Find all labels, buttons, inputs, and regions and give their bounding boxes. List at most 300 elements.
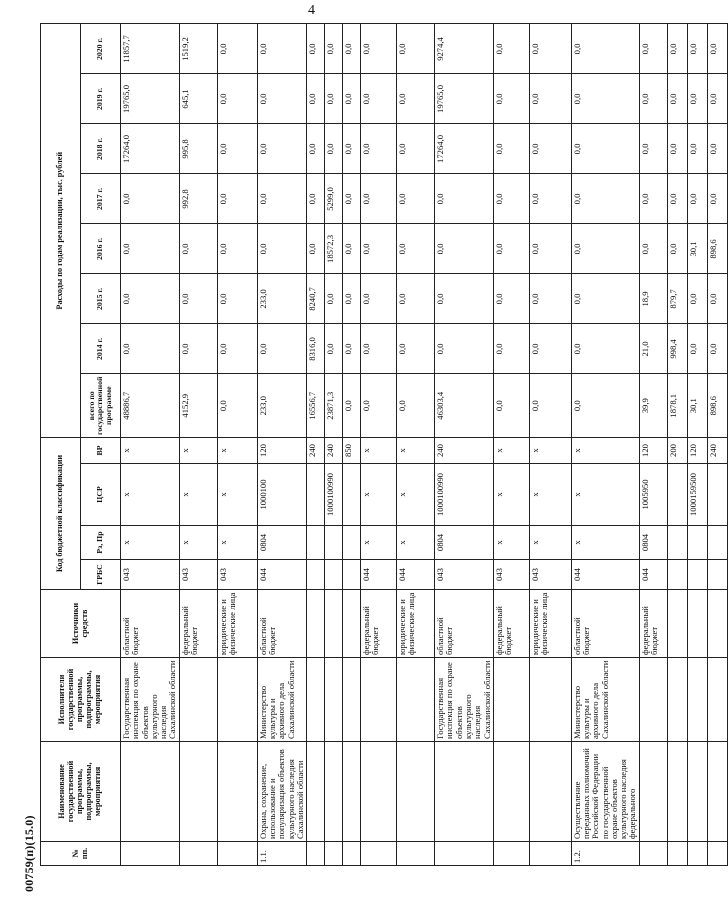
table-row (435, 24, 494, 866)
header-num: № пп. (41, 842, 121, 866)
year-value-cell: 0,0 (217, 74, 257, 124)
rzpr-cell: х (493, 526, 529, 560)
num-cell (707, 842, 727, 866)
year-value-cell: 0,0 (343, 24, 361, 74)
year-value-cell: 645,1 (179, 74, 217, 124)
year-value-cell: 0,0 (397, 174, 435, 224)
name-cell (493, 742, 529, 842)
source-cell (687, 590, 707, 658)
table-row (667, 24, 687, 866)
header-year: 2018 г. (81, 124, 121, 174)
source-cell (325, 590, 343, 658)
year-value-cell: 0,0 (325, 24, 343, 74)
year-value-cell: 0,0 (343, 74, 361, 124)
year-value-cell: 0,0 (687, 74, 707, 124)
year-value-cell: 0,0 (217, 24, 257, 74)
header-sources: Источники средств (41, 590, 121, 658)
header-executors: Исполнители государственной программы, подпрограммы, мероприятия (41, 658, 121, 742)
executor-cell: Государственная инспекция по охране объектов культурного наследия Сахалинской области (121, 658, 180, 742)
grbs-cell: 044 (639, 560, 667, 590)
year-value-cell: 0,0 (325, 74, 343, 124)
year-value-cell: 0,0 (325, 274, 343, 324)
year-value-cell: 0,0 (707, 274, 727, 324)
rzpr-cell (667, 526, 687, 560)
executor-cell (529, 658, 571, 742)
year-value-cell: 0,0 (639, 24, 667, 74)
year-value-cell: 1519,2 (179, 24, 217, 74)
vr-cell: х (493, 438, 529, 464)
year-value-cell: 0,0 (257, 24, 306, 74)
executor-cell (667, 658, 687, 742)
executor-cell (325, 658, 343, 742)
year-value-cell: 0,0 (307, 74, 325, 124)
num-cell (667, 842, 687, 866)
year-value-cell: 0,0 (257, 324, 306, 374)
total-value-cell: 23871,3 (325, 374, 343, 438)
table-row (325, 24, 343, 866)
year-value-cell: 0,0 (179, 324, 217, 374)
rzpr-cell: х (397, 526, 435, 560)
vr-cell: 120 (257, 438, 306, 464)
source-cell (667, 590, 687, 658)
rzpr-cell: 0804 (435, 526, 494, 560)
year-value-cell: 0,0 (529, 124, 571, 174)
year-value-cell: 0,0 (529, 24, 571, 74)
year-value-cell: 0,0 (361, 274, 397, 324)
year-value-cell: 0,0 (687, 324, 707, 374)
header-year: 2020 г. (81, 24, 121, 74)
year-value-cell: 30,1 (687, 224, 707, 274)
name-cell (179, 742, 217, 842)
grbs-cell: 044 (397, 560, 435, 590)
year-value-cell: 992,8 (179, 174, 217, 224)
header-total: всего по государственной программе (81, 374, 121, 438)
rzpr-cell (343, 526, 361, 560)
year-value-cell: 0,0 (307, 124, 325, 174)
header-year: 2014 г. (81, 324, 121, 374)
csr-cell: 1000100990 (325, 464, 343, 526)
executor-cell (707, 658, 727, 742)
vr-cell: 120 (687, 438, 707, 464)
year-value-cell: 995,8 (179, 124, 217, 174)
num-cell (687, 842, 707, 866)
executor-cell (361, 658, 397, 742)
year-value-cell: 0,0 (397, 124, 435, 174)
name-cell: Осуществление переданных полномочий Российской Федерации по государственной охране объектов культурного наследия федерального (571, 742, 639, 842)
year-value-cell: 0,0 (257, 124, 306, 174)
num-cell (121, 842, 180, 866)
csr-cell (707, 464, 727, 526)
footer-code: 00759(п)(15.0) (22, 815, 36, 892)
year-value-cell: 0,0 (639, 174, 667, 224)
header-name: Наименование государственной программы, подпрограммы, мероприятия (41, 742, 121, 842)
vr-cell: 240 (707, 438, 727, 464)
total-value-cell: 46303,4 (435, 374, 494, 438)
year-value-cell: 0,0 (435, 274, 494, 324)
grbs-cell (307, 560, 325, 590)
year-value-cell: 0,0 (571, 274, 639, 324)
year-value-cell: 0,0 (493, 174, 529, 224)
name-cell (397, 742, 435, 842)
year-value-cell: 0,0 (435, 174, 494, 224)
year-value-cell: 0,0 (325, 124, 343, 174)
year-value-cell: 11857,7 (121, 24, 180, 74)
total-value-cell: 1878,1 (667, 374, 687, 438)
year-value-cell: 0,0 (639, 74, 667, 124)
year-value-cell: 0,0 (493, 124, 529, 174)
num-cell (361, 842, 397, 866)
csr-cell: х (121, 464, 180, 526)
year-value-cell: 0,0 (435, 324, 494, 374)
year-value-cell: 233,0 (257, 274, 306, 324)
year-value-cell: 0,0 (361, 24, 397, 74)
header-expenses: Расходы по годам реализации, тыс. рублей (41, 24, 81, 438)
num-cell (493, 842, 529, 866)
name-cell: Охрана, сохранение, использование и популяризация объектов культурного наследия Сахалинской области (257, 742, 306, 842)
source-cell: областной бюджет (257, 590, 306, 658)
vr-cell: 200 (667, 438, 687, 464)
header-csr: ЦСР (81, 464, 121, 526)
year-value-cell: 0,0 (529, 274, 571, 324)
rzpr-cell: х (121, 526, 180, 560)
year-value-cell: 0,0 (571, 124, 639, 174)
year-value-cell: 0,0 (687, 124, 707, 174)
name-cell (707, 742, 727, 842)
year-value-cell: 5299,0 (325, 174, 343, 224)
year-value-cell: 0,0 (343, 124, 361, 174)
year-value-cell: 0,0 (687, 274, 707, 324)
year-value-cell: 0,0 (667, 74, 687, 124)
year-value-cell: 0,0 (217, 274, 257, 324)
vr-cell: х (397, 438, 435, 464)
name-cell (121, 742, 180, 842)
year-value-cell: 0,0 (493, 224, 529, 274)
grbs-cell (325, 560, 343, 590)
total-value-cell: 30,1 (687, 374, 707, 438)
total-value-cell: 0,0 (217, 374, 257, 438)
year-value-cell: 19765,0 (121, 74, 180, 124)
source-cell (343, 590, 361, 658)
rzpr-cell: х (571, 526, 639, 560)
total-value-cell: 16556,7 (307, 374, 325, 438)
year-value-cell: 0,0 (667, 124, 687, 174)
vr-cell: 240 (307, 438, 325, 464)
year-value-cell: 0,0 (361, 174, 397, 224)
year-value-cell: 0,0 (707, 324, 727, 374)
total-value-cell: 233,0 (257, 374, 306, 438)
csr-cell: х (397, 464, 435, 526)
year-value-cell: 0,0 (121, 224, 180, 274)
year-value-cell: 0,0 (571, 24, 639, 74)
name-cell (435, 742, 494, 842)
page-number: 4 (308, 3, 315, 18)
year-value-cell: 0,0 (257, 74, 306, 124)
year-value-cell: 0,0 (361, 74, 397, 124)
year-value-cell: 0,0 (707, 74, 727, 124)
rzpr-cell: 0804 (257, 526, 306, 560)
name-cell (639, 742, 667, 842)
num-cell (435, 842, 494, 866)
name-cell (343, 742, 361, 842)
year-value-cell: 0,0 (361, 324, 397, 374)
name-cell (325, 742, 343, 842)
table-row (397, 24, 435, 866)
year-value-cell: 21,0 (639, 324, 667, 374)
table-row (687, 24, 707, 866)
year-value-cell: 898,6 (707, 224, 727, 274)
year-value-cell: 0,0 (121, 274, 180, 324)
csr-cell: 1000159500 (687, 464, 707, 526)
csr-cell: х (493, 464, 529, 526)
year-value-cell: 0,0 (397, 224, 435, 274)
total-value-cell: 0,0 (493, 374, 529, 438)
year-value-cell: 0,0 (217, 324, 257, 374)
year-value-cell: 19765,0 (435, 74, 494, 124)
year-value-cell: 0,0 (121, 174, 180, 224)
vr-cell: х (571, 438, 639, 464)
grbs-cell: 044 (257, 560, 306, 590)
year-value-cell: 0,0 (361, 124, 397, 174)
num-cell (307, 842, 325, 866)
csr-cell (307, 464, 325, 526)
header-year: 2015 г. (81, 274, 121, 324)
source-cell: юридические и физические лица (529, 590, 571, 658)
grbs-cell: 043 (121, 560, 180, 590)
vr-cell: х (361, 438, 397, 464)
executor-cell (397, 658, 435, 742)
budget-table (40, 23, 728, 866)
year-value-cell: 0,0 (529, 74, 571, 124)
vr-cell: х (179, 438, 217, 464)
grbs-cell: 044 (361, 560, 397, 590)
num-cell (529, 842, 571, 866)
csr-cell: 1000100990 (435, 464, 494, 526)
table-row (493, 24, 529, 866)
year-value-cell: 0,0 (361, 224, 397, 274)
year-value-cell: 0,0 (707, 124, 727, 174)
year-value-cell: 0,0 (343, 174, 361, 224)
total-value-cell: 0,0 (343, 374, 361, 438)
source-cell (307, 590, 325, 658)
table-row (257, 24, 306, 866)
source-cell: областной бюджет (571, 590, 639, 658)
total-value-cell: 0,0 (529, 374, 571, 438)
header-grbs: ГРБС (81, 560, 121, 590)
year-value-cell: 998,4 (667, 324, 687, 374)
year-value-cell: 0,0 (257, 174, 306, 224)
grbs-cell: 043 (179, 560, 217, 590)
year-value-cell: 0,0 (307, 24, 325, 74)
grbs-cell (687, 560, 707, 590)
table-row (707, 24, 727, 866)
year-value-cell: 0,0 (493, 24, 529, 74)
vr-cell: х (529, 438, 571, 464)
year-value-cell: 0,0 (343, 224, 361, 274)
table-row (529, 24, 571, 866)
table-row (179, 24, 217, 866)
year-value-cell: 0,0 (435, 224, 494, 274)
grbs-cell (707, 560, 727, 590)
year-value-cell: 0,0 (397, 324, 435, 374)
year-value-cell: 0,0 (571, 324, 639, 374)
rzpr-cell: х (179, 526, 217, 560)
num-cell: 1.1. (257, 842, 306, 866)
rzpr-cell: 0804 (639, 526, 667, 560)
total-value-cell: 39,9 (639, 374, 667, 438)
num-cell (325, 842, 343, 866)
header-budget-code: Код бюджетной классификации (41, 438, 81, 590)
grbs-cell: 043 (493, 560, 529, 590)
year-value-cell: 0,0 (529, 224, 571, 274)
grbs-cell: 044 (571, 560, 639, 590)
csr-cell: х (571, 464, 639, 526)
num-cell (639, 842, 667, 866)
grbs-cell: 043 (217, 560, 257, 590)
rzpr-cell (307, 526, 325, 560)
vr-cell: 240 (435, 438, 494, 464)
source-cell: федеральный бюджет (639, 590, 667, 658)
csr-cell: х (361, 464, 397, 526)
year-value-cell: 18572,3 (325, 224, 343, 274)
vr-cell: 850 (343, 438, 361, 464)
year-value-cell: 0,0 (687, 24, 707, 74)
header-year: 2016 г. (81, 224, 121, 274)
csr-cell: х (529, 464, 571, 526)
table-body (121, 24, 728, 866)
rzpr-cell: х (529, 526, 571, 560)
header-year: 2017 г. (81, 174, 121, 224)
year-value-cell: 0,0 (571, 174, 639, 224)
csr-cell (343, 464, 361, 526)
total-value-cell: 4152,9 (179, 374, 217, 438)
table-row (343, 24, 361, 866)
total-value-cell: 0,0 (571, 374, 639, 438)
year-value-cell: 0,0 (571, 224, 639, 274)
total-value-cell: 0,0 (397, 374, 435, 438)
year-value-cell: 0,0 (667, 24, 687, 74)
year-value-cell: 0,0 (687, 174, 707, 224)
executor-cell (639, 658, 667, 742)
header-year: 2019 г. (81, 74, 121, 124)
executor-cell: Министерство культуры и архивного дела Сахалинской области (257, 658, 306, 742)
year-value-cell: 0,0 (397, 24, 435, 74)
grbs-cell: 043 (435, 560, 494, 590)
year-value-cell: 0,0 (639, 124, 667, 174)
table-row (307, 24, 325, 866)
year-value-cell: 0,0 (343, 324, 361, 374)
year-value-cell: 9274,4 (435, 24, 494, 74)
vr-cell: х (121, 438, 180, 464)
name-cell (307, 742, 325, 842)
executor-cell (307, 658, 325, 742)
year-value-cell: 0,0 (707, 174, 727, 224)
year-value-cell: 0,0 (493, 74, 529, 124)
name-cell (217, 742, 257, 842)
year-value-cell: 0,0 (217, 124, 257, 174)
executor-cell: Министерство культуры и архивного дела Сахалинской области (571, 658, 639, 742)
rzpr-cell (687, 526, 707, 560)
year-value-cell: 0,0 (529, 324, 571, 374)
year-value-cell: 0,0 (529, 174, 571, 224)
table-row (121, 24, 180, 866)
num-cell (217, 842, 257, 866)
vr-cell: 120 (639, 438, 667, 464)
table-row (217, 24, 257, 866)
source-cell: федеральный бюджет (493, 590, 529, 658)
num-cell (343, 842, 361, 866)
source-cell: юридические и физические лица (217, 590, 257, 658)
year-value-cell: 0,0 (493, 324, 529, 374)
source-cell: областной бюджет (435, 590, 494, 658)
year-value-cell: 0,0 (217, 224, 257, 274)
rzpr-cell: х (361, 526, 397, 560)
grbs-cell: 043 (529, 560, 571, 590)
year-value-cell: 0,0 (325, 324, 343, 374)
table-row (571, 24, 639, 866)
header-rzpr: Рз, Пр (81, 526, 121, 560)
year-value-cell: 0,0 (257, 224, 306, 274)
source-cell: федеральный бюджет (179, 590, 217, 658)
rzpr-cell: х (217, 526, 257, 560)
csr-cell: 1005950 (639, 464, 667, 526)
csr-cell (667, 464, 687, 526)
csr-cell: х (217, 464, 257, 526)
year-value-cell: 0,0 (397, 274, 435, 324)
year-value-cell: 0,0 (343, 274, 361, 324)
name-cell (529, 742, 571, 842)
executor-cell (217, 658, 257, 742)
year-value-cell: 0,0 (493, 274, 529, 324)
year-value-cell: 0,0 (707, 24, 727, 74)
header-vr: ВР (81, 438, 121, 464)
grbs-cell (667, 560, 687, 590)
year-value-cell: 8316,0 (307, 324, 325, 374)
executor-cell (343, 658, 361, 742)
total-value-cell: 48886,7 (121, 374, 180, 438)
year-value-cell: 879,7 (667, 274, 687, 324)
vr-cell: 240 (325, 438, 343, 464)
name-cell (667, 742, 687, 842)
rzpr-cell (325, 526, 343, 560)
source-cell (707, 590, 727, 658)
year-value-cell: 0,0 (639, 224, 667, 274)
csr-cell: 1000100 (257, 464, 306, 526)
executor-cell (493, 658, 529, 742)
year-value-cell: 0,0 (667, 224, 687, 274)
year-value-cell: 0,0 (121, 324, 180, 374)
name-cell (687, 742, 707, 842)
year-value-cell: 8240,7 (307, 274, 325, 324)
year-value-cell: 0,0 (667, 174, 687, 224)
year-value-cell: 0,0 (217, 174, 257, 224)
executor-cell (687, 658, 707, 742)
csr-cell: х (179, 464, 217, 526)
year-value-cell: 18,9 (639, 274, 667, 324)
rzpr-cell (707, 526, 727, 560)
year-value-cell: 17264,0 (121, 124, 180, 174)
source-cell: федеральный бюджет (361, 590, 397, 658)
executor-cell: Государственная инспекция по охране объектов культурного наследия Сахалинской области (435, 658, 494, 742)
num-cell (179, 842, 217, 866)
year-value-cell: 0,0 (307, 224, 325, 274)
source-cell: областной бюджет (121, 590, 180, 658)
table-row (361, 24, 397, 866)
table-row (639, 24, 667, 866)
executor-cell (179, 658, 217, 742)
year-value-cell: 0,0 (307, 174, 325, 224)
year-value-cell: 0,0 (571, 74, 639, 124)
total-value-cell: 898,6 (707, 374, 727, 438)
